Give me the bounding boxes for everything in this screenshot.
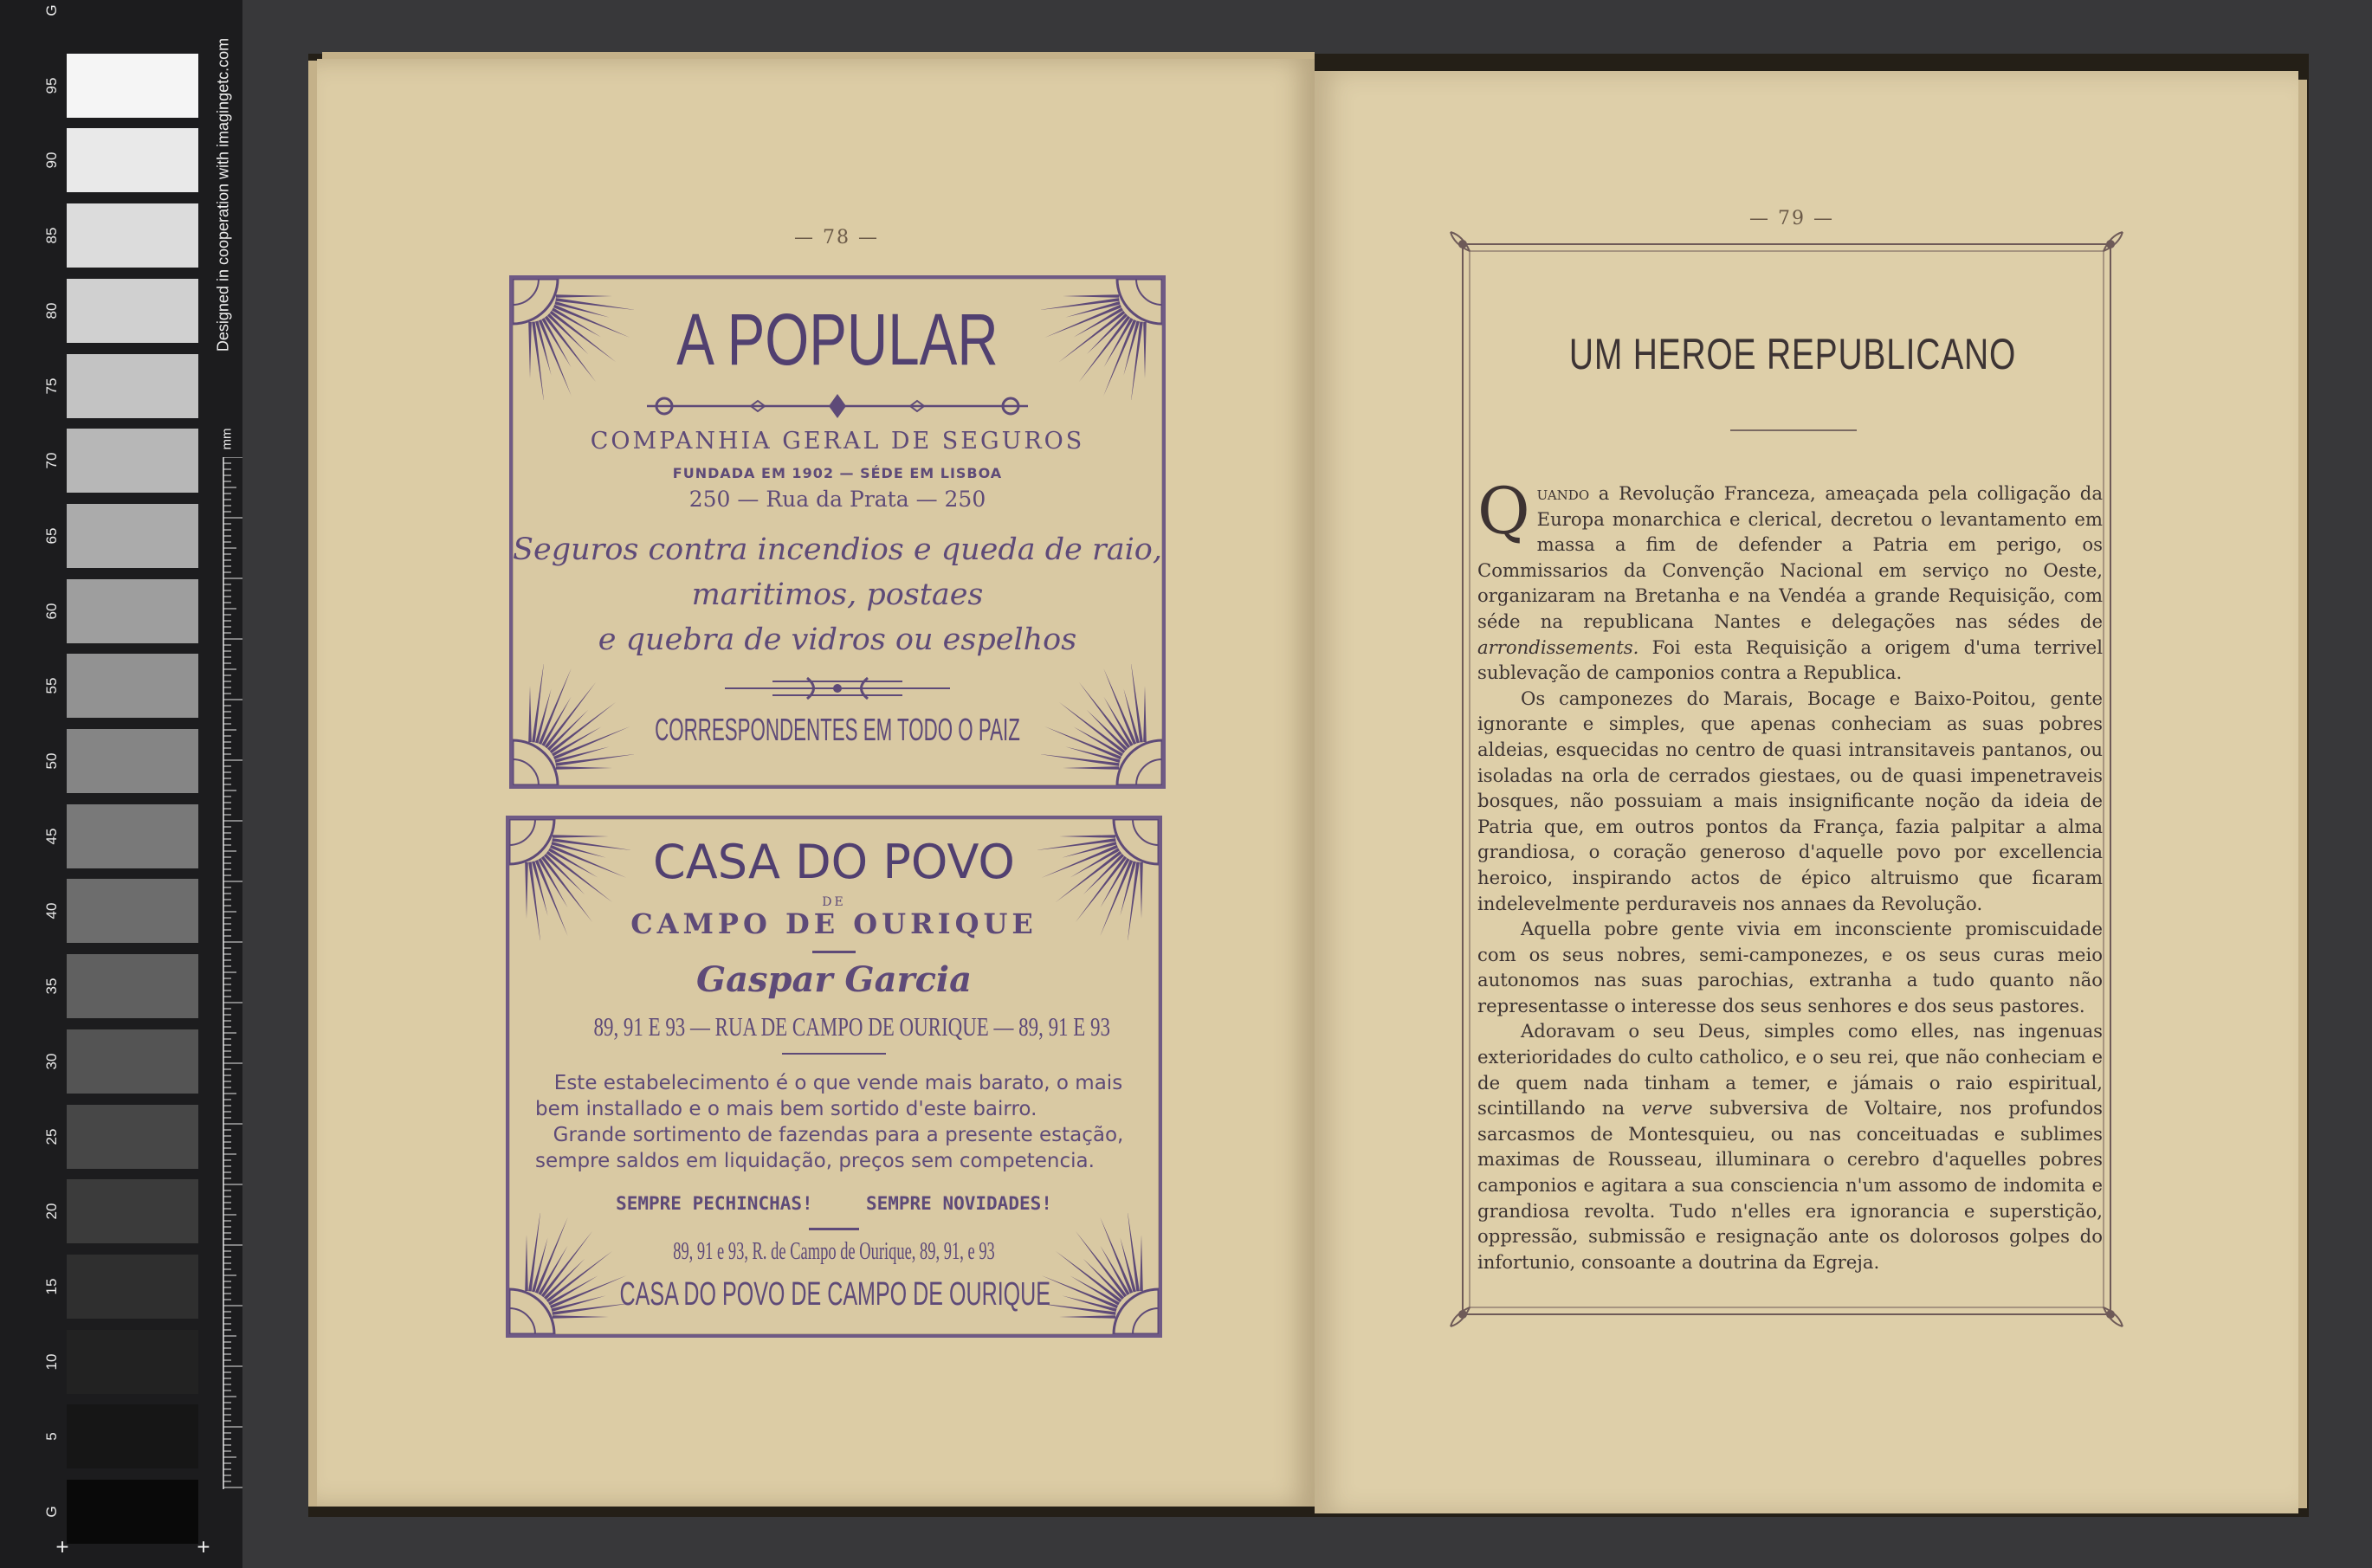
page-number-78: — 78 — bbox=[794, 227, 879, 248]
sunburst-ornament-icon bbox=[1037, 1213, 1159, 1334]
gray-patch bbox=[67, 654, 198, 718]
gray-patch bbox=[67, 1330, 198, 1394]
page-edges-right bbox=[2298, 80, 2307, 1508]
ad-casa-body-line-1: Este estabelecimento é o que vende mais barato, o mais bbox=[553, 1072, 1123, 1094]
gray-patch bbox=[67, 203, 198, 268]
plus-mark-right: + bbox=[197, 1533, 210, 1560]
gray-patch bbox=[67, 1255, 198, 1319]
gray-patch bbox=[67, 54, 198, 118]
ad-popular-founded: FUNDADA EM 1902 — SÉDE EM LISBOA bbox=[672, 465, 1003, 481]
ad-casa-de: DE bbox=[822, 895, 846, 909]
gray-patch bbox=[67, 504, 198, 568]
ad-casa-body-line-3: Grande sortimento de fazendas para a presente estação, bbox=[553, 1124, 1124, 1146]
gray-patch bbox=[67, 429, 198, 493]
ad-casa-address-2: 89, 91 e 93, R. de Campo de Ourique, 89, 91, e 93 bbox=[673, 1238, 995, 1265]
page-number-79: — 79 — bbox=[1749, 208, 1834, 229]
gray-patch bbox=[67, 128, 198, 192]
ad-casa-title: CASA DO POVO bbox=[653, 835, 1015, 889]
gray-patch bbox=[67, 1029, 198, 1094]
gray-patch bbox=[67, 1404, 198, 1468]
ad-popular-footer: CORRESPONDENTES EM TODO O PAIZ bbox=[655, 712, 1020, 747]
ad-popular-address: 250 — Rua da Prata — 250 bbox=[688, 487, 986, 512]
ad-casa-subtitle: CAMPO DE OURIQUE bbox=[630, 907, 1037, 940]
gray-patch bbox=[67, 1105, 198, 1169]
paragraph-2: Os camponezes do Marais, Bocage e Baixo-Poitou, gente ignorante e simples, que apenas conheciam as suas pobres aldeias, esquecidas no centro de quasi intransitaveis pantanos, ou isoladas na orla de cerrados giestaes, ou de quasi impenetraveis bosques, não possuiam a mais insignificante noção da ideia de Patria que, em outros pontos da França, fazia palpitar a alma grandiosa, o coração generoso d'aquelle povo por excellencia heroico, inspirando actos de épico altruismo que ficaram indelevelmente perduraveis nos annaes da Revolução. bbox=[1477, 687, 2103, 914]
drop-cap: Q bbox=[1477, 474, 1530, 549]
gray-patch bbox=[67, 954, 198, 1018]
color-calibration-strip: G 95 90 85 80 75 70 65 60 55 50 45 40 35 30 25 20 15 10 5 G Designed in cooperation with imagingetc.com mm + + bbox=[0, 0, 242, 1568]
title-rule bbox=[1730, 429, 1857, 431]
paragraph-1: Quando a Revolução Franceza, ameaçada pela colligação da Europa monarchica e clerical, decretou o levantamento em massa a fim de defender a Patria em perigo, os Commissarios da Convenção Nacional em serviço no Oeste, organizaram na Bretanha e na Vendéa a grande Requisição, com séde na republicana Nantes e delegações nas sédes de arrondissements. Foi esta Requisição a origem d'uma terrivel sublevação de camponios contra a Republica. bbox=[1477, 474, 2103, 684]
ad-casa-footer: CASA DO POVO DE CAMPO DE OURIQUE bbox=[619, 1276, 1051, 1313]
divider bbox=[809, 1228, 859, 1230]
divider bbox=[782, 1053, 886, 1055]
gray-patch bbox=[67, 354, 198, 418]
paragraph-3: Aquella pobre gente vivia em inconsciente promiscuidade com os seus nobres, semi-camponezes, e os seus curas meio autonomos nas suas parochias, extranha a tudo quanto não representasse o interesse dos seus senhores e dos seus pastores. bbox=[1477, 918, 2103, 1016]
ad-casa-body-line-4: sempre saldos em liquidação, preços sem competencia. bbox=[535, 1150, 1095, 1172]
gray-patch bbox=[67, 1179, 198, 1243]
article-body bbox=[1477, 474, 2103, 1274]
gray-patch bbox=[67, 729, 198, 793]
scroll-ornament-icon bbox=[638, 391, 1037, 421]
left-page bbox=[317, 59, 1315, 1507]
gray-patch bbox=[67, 804, 198, 868]
sunburst-ornament-icon bbox=[513, 664, 634, 785]
gray-patch bbox=[67, 279, 198, 343]
flourish-ornament-icon bbox=[721, 673, 954, 704]
slogan-novidades: SEMPRE NOVIDADES! bbox=[865, 1193, 1052, 1214]
ad-casa-owner: Gaspar Garcia bbox=[695, 959, 973, 1000]
gray-patch bbox=[67, 579, 198, 643]
ad-popular-subtitle: COMPANHIA GERAL DE SEGUROS bbox=[590, 428, 1085, 455]
sunburst-ornament-icon bbox=[1041, 664, 1162, 785]
ad-a-popular bbox=[509, 275, 1166, 789]
gray-patch bbox=[67, 879, 198, 943]
article-title: UM HEROE REPUBLICANO bbox=[1568, 330, 2017, 378]
ad-casa-address: 89, 91 E 93 — RUA DE CAMPO DE OURIQUE — 89, 91 E 93 bbox=[593, 1011, 1110, 1042]
ad-popular-script-line-1: Seguros contra incendios e queda de raio, bbox=[513, 532, 1163, 567]
plus-mark-left: + bbox=[55, 1533, 69, 1560]
paragraph-4: Adoravam o seu Deus, simples como elles, nas ingenuas exterioridades do culto catholico, e o seu rei, que não conheciam e de quem nada tinham a temer, e jámais o raio espiritual, scintillando na verve subversiva de Voltaire, nos profundos sarcasmos de Montesquieu, ou nas conceituadas e sublimes maximas de Rousseau, illuminara o cerebro d'aquelles pobres camponios e agitara a sua consciencia n'um assomo de indomita e grandiosa revolta. Tudo n'elles era ignorancia e superstição, oppressão, submissão e resignação ante os dolorosos golpes do infortunio, consoante a doutrina da Egreja. bbox=[1477, 1020, 2103, 1273]
ad-popular-script-line-2: maritimos, postaes bbox=[691, 578, 984, 612]
divider bbox=[812, 951, 856, 953]
mm-ruler bbox=[220, 457, 244, 1489]
ad-casa-slogans bbox=[509, 1193, 1159, 1214]
sunburst-ornament-icon bbox=[509, 1213, 630, 1334]
ad-casa-body-line-2: bem installado e o mais bem sortido d'este bairro. bbox=[535, 1098, 1037, 1120]
ad-popular-script-line-3: e quebra de vidros ou espelhos bbox=[598, 623, 1077, 657]
ad-popular-title: A POPULAR bbox=[676, 299, 999, 380]
slogan-pechinchas: SEMPRE PECHINCHAS! bbox=[616, 1193, 813, 1214]
ad-casa-do-povo bbox=[506, 816, 1162, 1338]
gray-patch bbox=[67, 1480, 198, 1544]
